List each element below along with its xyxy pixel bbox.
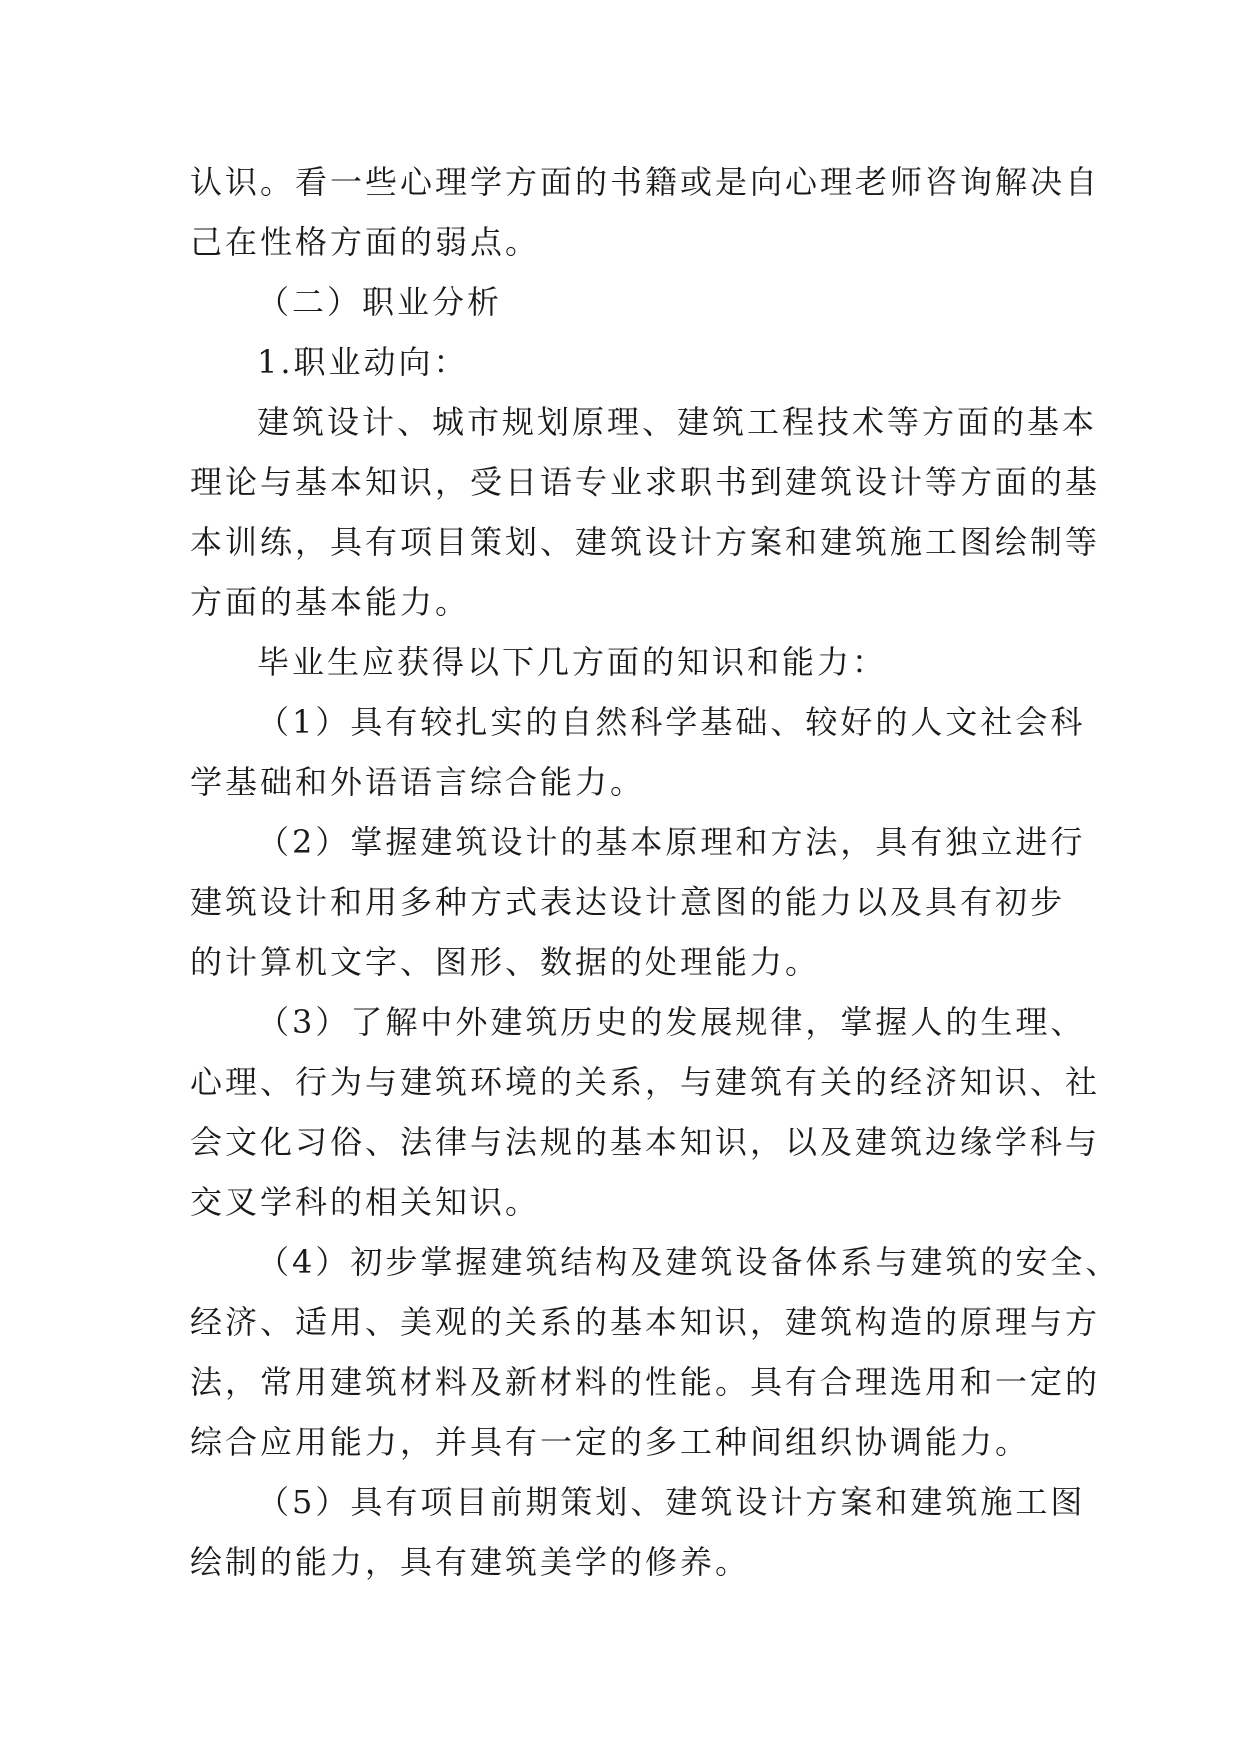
list-item-line: 绘制的能力，具有建筑美学的修养。 — [190, 1543, 751, 1581]
list-item-line: 学基础和外语语言综合能力。 — [190, 763, 646, 801]
paragraph-line: 己在性格方面的弱点。 — [190, 223, 541, 261]
paragraph-line: 认识。看一些心理学方面的书籍或是向心理老师咨询解决自 — [190, 163, 1101, 201]
paragraph-line: 方面的基本能力。 — [190, 583, 471, 621]
paragraph-line: 建筑设计、城市规划原理、建筑工程技术等方面的基本 — [257, 403, 1098, 441]
list-item-line: 法，常用建筑材料及新材料的性能。具有合理选用和一定的 — [190, 1363, 1101, 1401]
list-item-line: 经济、适用、美观的关系的基本知识，建筑构造的原理与方 — [190, 1303, 1101, 1341]
list-item-line: （3）了解中外建筑历史的发展规律，掌握人的生理、 — [257, 1003, 1086, 1041]
paragraph-line: 毕业生应获得以下几方面的知识和能力： — [257, 643, 888, 681]
list-item-line: 综合应用能力，并具有一定的多工种间组织协调能力。 — [190, 1423, 1031, 1461]
subsection-heading: 1.职业动向： — [257, 343, 469, 381]
list-item-line: 建筑设计和用多种方式表达设计意图的能力以及具有初步 — [190, 883, 1066, 921]
list-item-line: 会文化习俗、法律与法规的基本知识，以及建筑边缘学科与 — [190, 1123, 1101, 1161]
list-item-line: 的计算机文字、图形、数据的处理能力。 — [190, 943, 821, 981]
list-item-line: （4）初步掌握建筑结构及建筑设备体系与建筑的安全、 — [257, 1243, 1121, 1281]
paragraph-line: 理论与基本知识，受日语专业求职书到建筑设计等方面的基 — [190, 463, 1101, 501]
paragraph-line: 本训练，具有项目策划、建筑设计方案和建筑施工图绘制等 — [190, 523, 1101, 561]
list-item-line: （1）具有较扎实的自然科学基础、较好的人文社会科 — [257, 703, 1086, 741]
list-item-line: （5）具有项目前期策划、建筑设计方案和建筑施工图 — [257, 1483, 1086, 1521]
list-item-line: （2）掌握建筑设计的基本原理和方法，具有独立进行 — [257, 823, 1086, 861]
list-item-line: 交叉学科的相关知识。 — [190, 1183, 541, 1221]
section-heading: （二）职业分析 — [257, 283, 503, 321]
list-item-line: 心理、行为与建筑环境的关系，与建筑有关的经济知识、社 — [190, 1063, 1101, 1101]
